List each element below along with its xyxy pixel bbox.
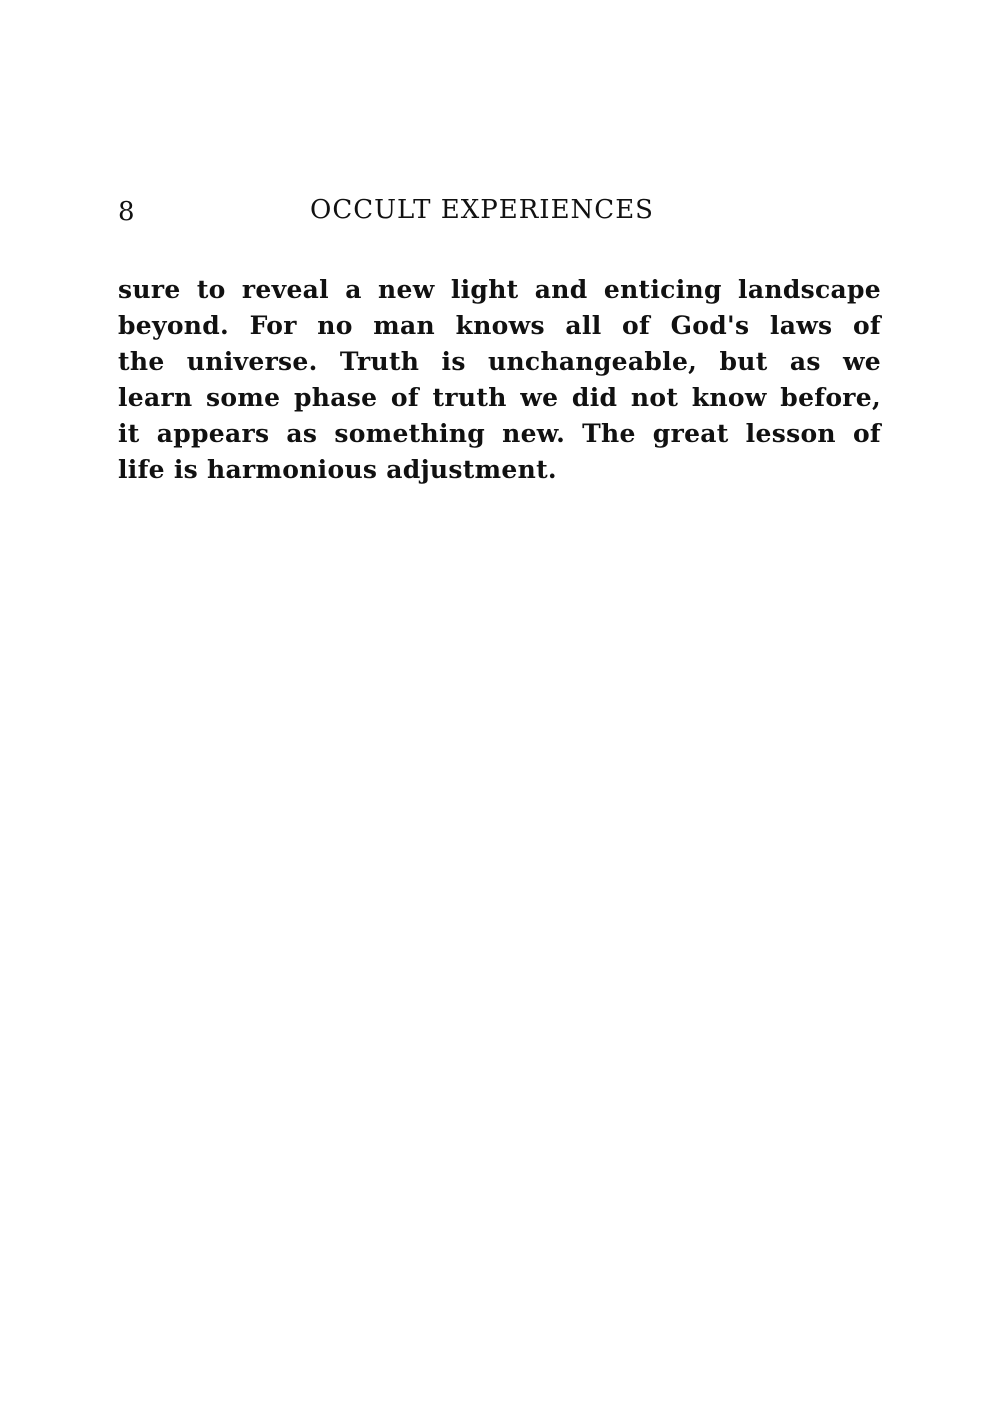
text-line: it appears as something new. The great lesson of bbox=[118, 419, 881, 448]
text-line: beyond. For no man knows all of God's laws of bbox=[118, 311, 881, 340]
text-line: the universe. Truth is unchangeable, but as we bbox=[118, 347, 881, 376]
page-number: 8 bbox=[118, 197, 135, 227]
text-line: learn some phase of truth we did not know before, bbox=[118, 383, 881, 412]
running-title: OCCULT EXPERIENCES bbox=[310, 195, 654, 225]
text-line: sure to reveal a new light and enticing landscape bbox=[118, 275, 881, 304]
running-head bbox=[118, 192, 881, 232]
body-paragraph bbox=[118, 272, 881, 488]
text-line: life is harmonious adjustment. bbox=[118, 455, 557, 484]
